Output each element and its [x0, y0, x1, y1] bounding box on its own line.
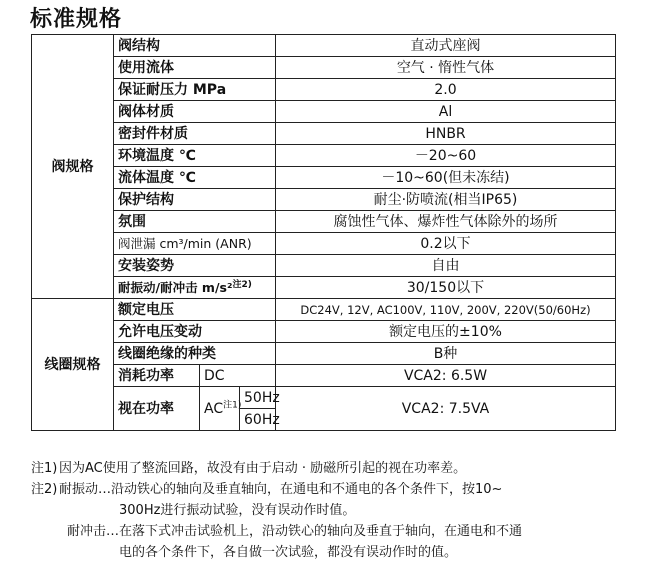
section-valve-label: 阀规格: [32, 35, 114, 299]
row-value: －10~60(但未冻结): [276, 167, 616, 189]
row-value: 自由: [276, 255, 616, 277]
table-row: [32, 189, 616, 211]
table-row: [32, 387, 616, 409]
footnote-text-cont: 300Hz进行振动试验，没有误动作时值。: [119, 503, 356, 518]
power-type: [200, 387, 240, 431]
footnote-text-cont: 电的各个条件下，各自做一次试验，都没有误动作时的值。: [119, 545, 458, 560]
table-row: [32, 123, 616, 145]
row-label: 氛围: [114, 211, 276, 233]
row-value: 2.0: [276, 79, 616, 101]
power-type-text: AC: [204, 400, 224, 417]
row-label: 消耗功率: [114, 365, 200, 387]
table-row: [32, 211, 616, 233]
row-label: [114, 277, 276, 299]
row-label: 保证耐压力 MPa: [114, 79, 276, 101]
table-row: [32, 167, 616, 189]
row-value: VCA2: 7.5VA: [276, 387, 616, 431]
footnote-ref: 注1): [223, 399, 242, 410]
row-value: VCA2: 6.5W: [276, 365, 616, 387]
row-label: 额定电压: [114, 299, 276, 321]
row-value: B种: [276, 343, 616, 365]
page-title: 标准规格: [30, 7, 123, 32]
table-row: [32, 35, 616, 57]
row-value: 额定电压的±10%: [276, 321, 616, 343]
table-row: [32, 233, 616, 255]
table-row: [32, 57, 616, 79]
row-label: 使用流体: [114, 57, 276, 79]
row-label-text: 耐振动/耐冲击 m/s²: [118, 279, 233, 295]
table-row: [32, 255, 616, 277]
row-value: 空气 · 惰性气体: [276, 57, 616, 79]
row-label: 线圈绝缘的种类: [114, 343, 276, 365]
footnote-1: [31, 458, 623, 479]
footnotes: [31, 458, 623, 563]
footnote-tag: 注2): [31, 482, 58, 497]
table-row: [32, 145, 616, 167]
row-value: 直动式座阀: [276, 35, 616, 57]
footnote-2-shock: [31, 521, 623, 563]
row-value: 0.2以下: [276, 233, 616, 255]
spec-table: [31, 34, 616, 431]
row-label: 阀体材质: [114, 101, 276, 123]
table-row: [32, 299, 616, 321]
row-value: 耐尘·防喷流(相当IP65): [276, 189, 616, 211]
row-label: 允许电压变动: [114, 321, 276, 343]
frequency-50: 50Hz: [240, 387, 276, 409]
row-value: DC24V, 12V, AC100V, 110V, 200V, 220V(50/60Hz): [276, 299, 616, 321]
table-row: [32, 79, 616, 101]
row-value: HNBR: [276, 123, 616, 145]
section-coil-label: 线圈规格: [32, 299, 114, 431]
power-type: DC: [200, 365, 276, 387]
row-value: Al: [276, 101, 616, 123]
footnote-text: 耐冲击…在落下式冲击试验机上，沿动铁心的轴向及垂直于轴向，在通电和不通: [67, 524, 523, 539]
table-row: [32, 343, 616, 365]
footnote-2: [31, 479, 623, 521]
row-label: 安装姿势: [114, 255, 276, 277]
footnote-text: 耐振动…沿动铁心的轴向及垂直轴向，在通电和不通电的各个条件下，按10~: [59, 482, 503, 497]
row-label: 视在功率: [114, 387, 200, 431]
footnote-tag: 注1): [31, 461, 58, 476]
row-label: 环境温度 ℃: [114, 145, 276, 167]
row-value: 30/150以下: [276, 277, 616, 299]
row-value: －20~60: [276, 145, 616, 167]
row-value: 腐蚀性气体、爆炸性气体除外的场所: [276, 211, 616, 233]
footnote-ref: 注2): [232, 279, 252, 290]
table-row: [32, 277, 616, 299]
footnote-text: 因为AC使用了整流回路，故没有由于启动 · 励磁所引起的视在功率差。: [59, 461, 467, 476]
table-row: [32, 101, 616, 123]
row-label: 阀泄漏 cm³/min (ANR): [114, 233, 276, 255]
row-label: 阀结构: [114, 35, 276, 57]
row-label: 流体温度 ℃: [114, 167, 276, 189]
row-label: 密封件材质: [114, 123, 276, 145]
table-row: [32, 365, 616, 387]
table-row: [32, 321, 616, 343]
frequency-60: 60Hz: [240, 409, 276, 431]
row-label: 保护结构: [114, 189, 276, 211]
